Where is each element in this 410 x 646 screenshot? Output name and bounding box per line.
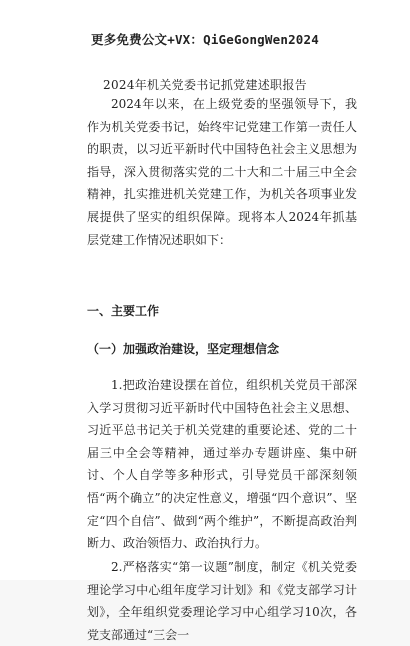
promo-banner: 更多免费公文+VX：QiGeGongWen2024 (91, 32, 319, 47)
paragraph-item-1: 1.把政治建设摆在首位，组织机关党员干部深入学习贯彻习近平新时代中国特色社会主义思想、习近平总书记关于机关党建的重要论述、党的二十届三中全会等精神，通过举办专题讲座、集中研讨、个人自学等多种形式，引导党员干部深刻领悟“两个确立”的决定性意义，增强“四个意识”、坚定“四个自信”、做到“两个维护”，不断提高政治判断力、政治领悟力、政治执行力。 (87, 378, 357, 551)
document-title: 2024年机关党委书记抓党建述职报告 (103, 78, 307, 92)
section-heading: 一、主要工作 (87, 304, 160, 318)
paragraph-item-2: 2.严格落实“第一议题”制度，制定《机关党委理论学习中心组年度学习计划》和《党支部学习计划》，全年组织党委理论学习中心组学习10次，各党支部通过“三会一 (87, 560, 357, 642)
subsection-heading: （一）加强政治建设，坚定理想信念 (87, 342, 280, 356)
intro-paragraph: 2024年以来，在上级党委的坚强领导下，我作为机关党委书记，始终牢记党建工作第一责任人的职责，以习近平新时代中国特色社会主义思想为指导，深入贯彻落实党的二十大和二十届三中全会精神，扎实推进机关党建工作，为机关各项事业发展提供了坚实的组织保障。现将本人2024年抓基层党建工作情况述职如下： (87, 97, 357, 247)
